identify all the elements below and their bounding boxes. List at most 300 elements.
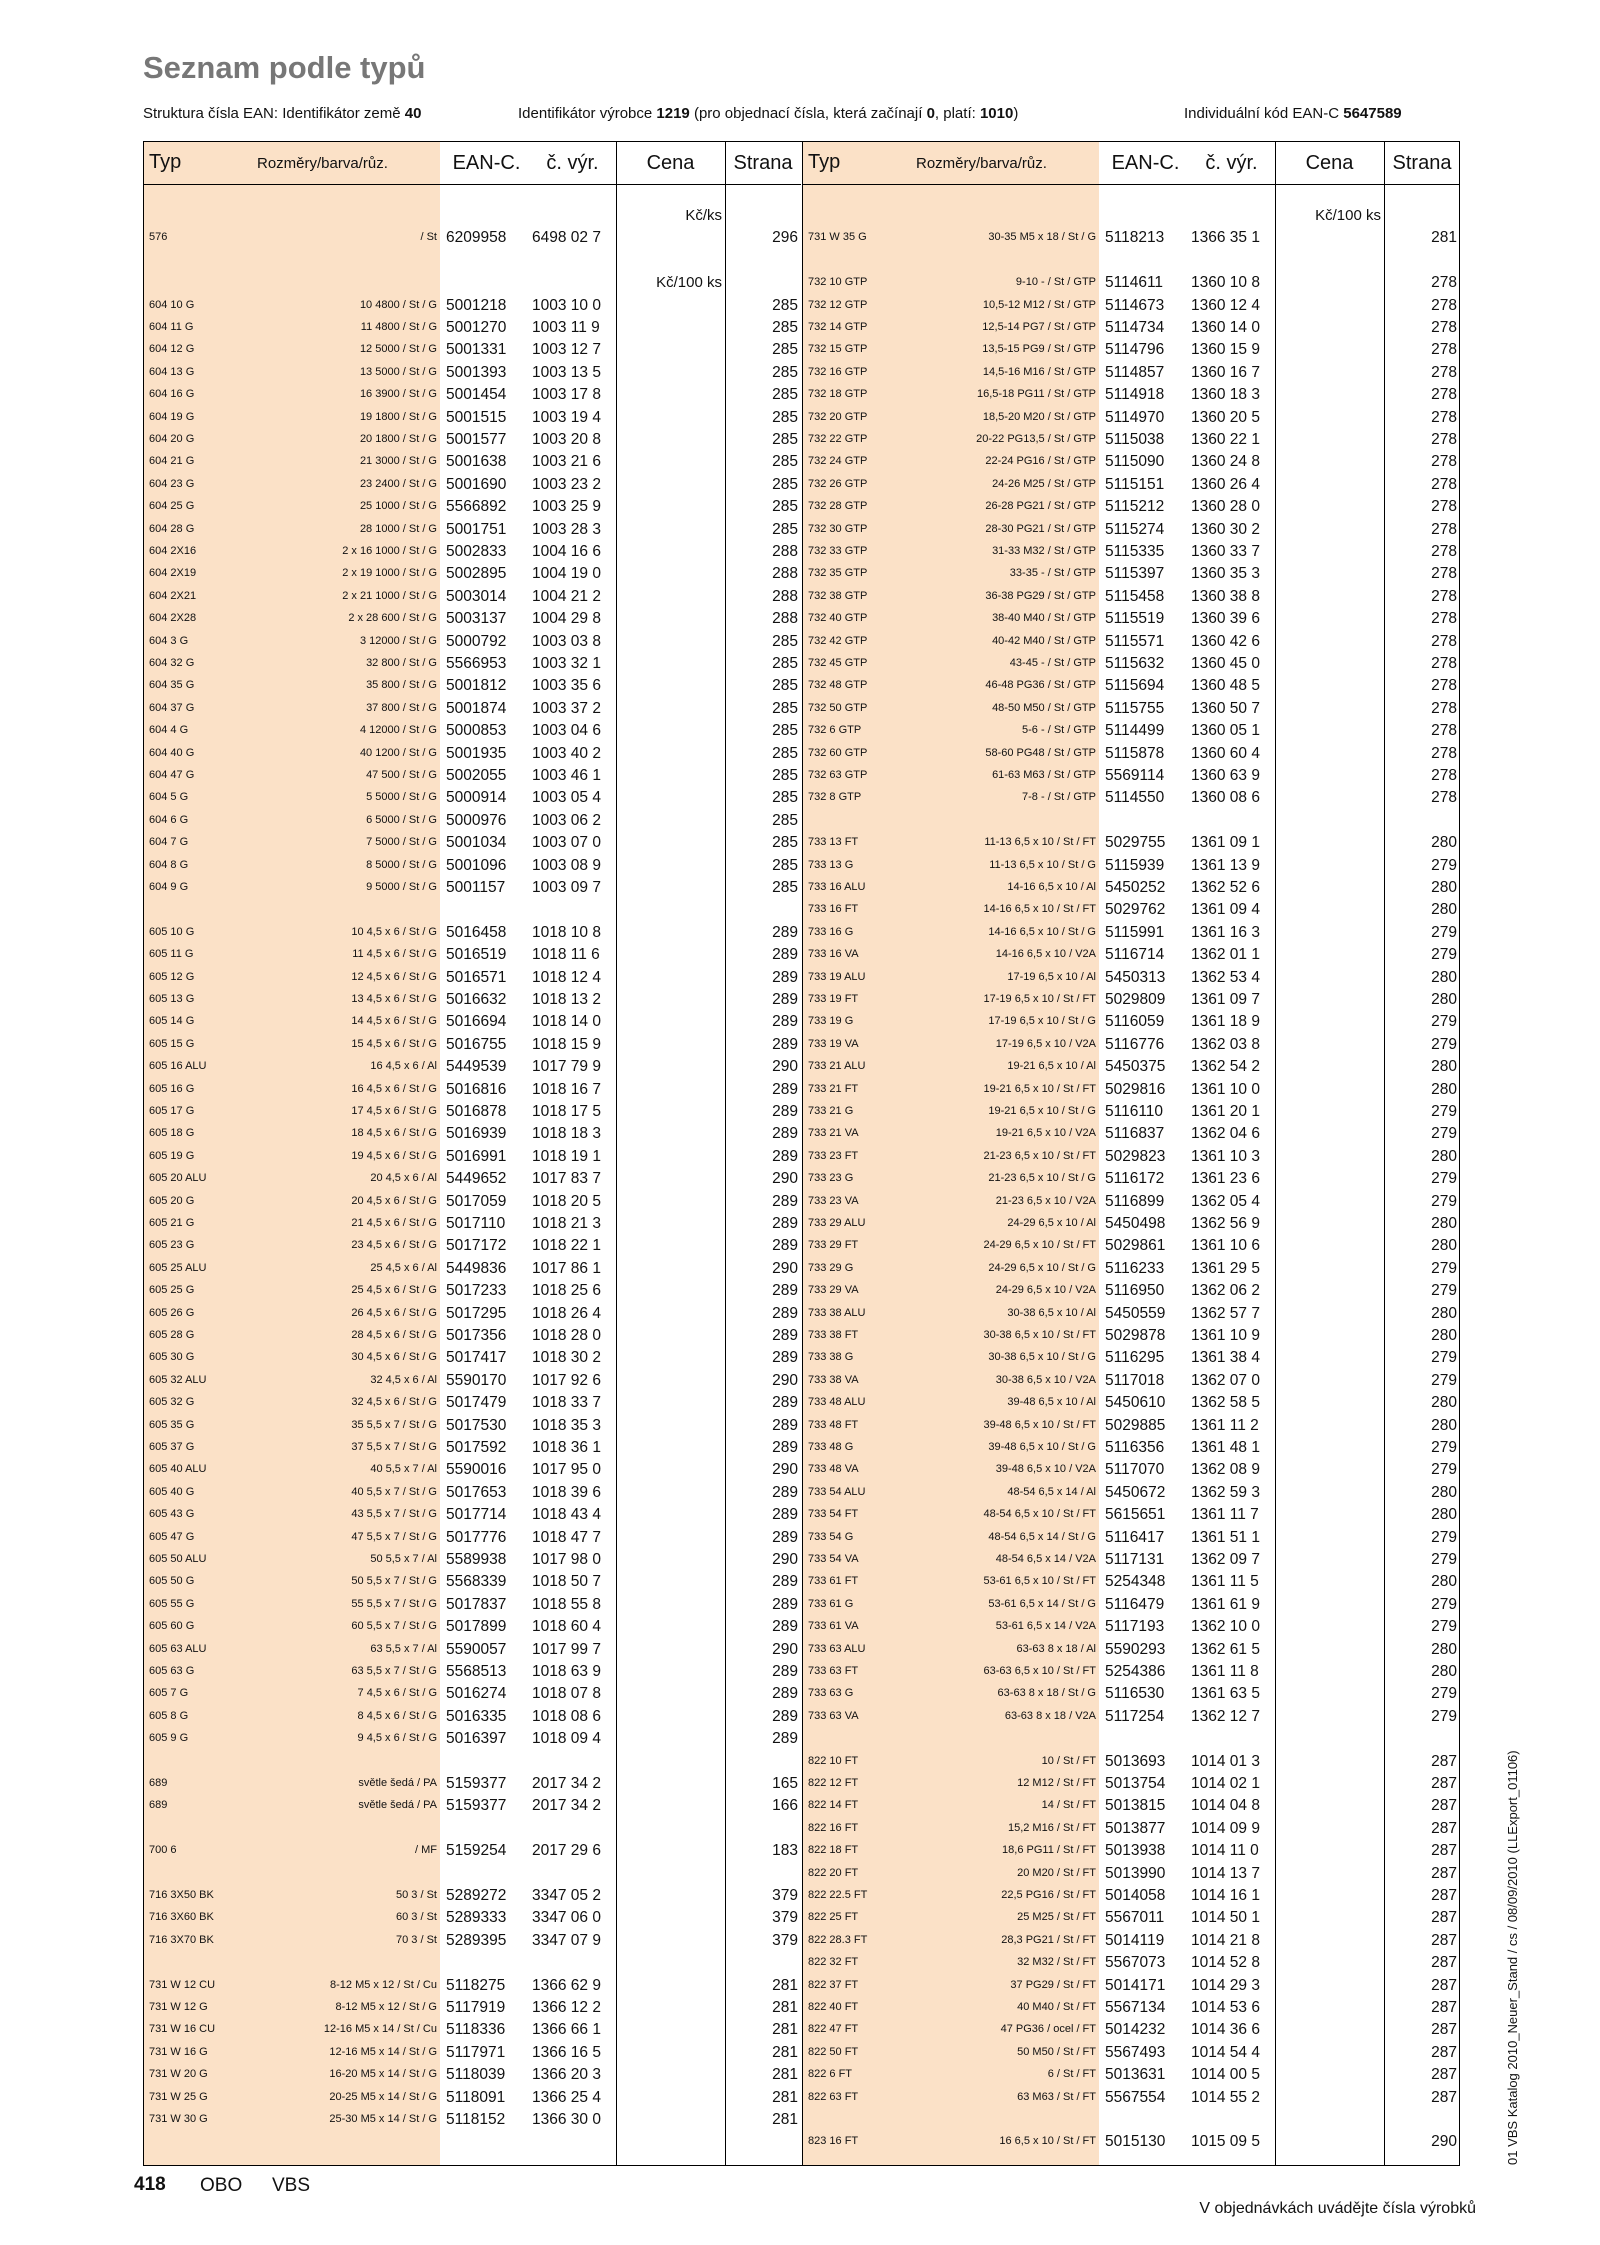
table-row — [144, 1234, 801, 1256]
cell-strana: 285 — [772, 632, 798, 650]
cell-ean: 5029809 — [1105, 991, 1166, 1008]
cell-ean: 5118275 — [446, 1976, 506, 1994]
cell-rozmery: 30-38 6,5 x 10 / V2A — [995, 1373, 1096, 1386]
table-row — [144, 1391, 801, 1413]
table-row — [803, 1996, 1460, 2018]
cell-cislo-vyrobku: 1361 11 8 — [1191, 1663, 1259, 1680]
cell-strana: 287 — [1431, 1954, 1457, 1972]
cell-ean: 5016694 — [446, 1013, 507, 1031]
cell-cislo-vyrobku: 1362 05 4 — [1191, 1192, 1260, 1210]
cell-strana: 287 — [1431, 2088, 1457, 2106]
cell-typ: 732 48 GTP — [808, 679, 868, 692]
cell-cislo-vyrobku: 1003 40 2 — [532, 744, 601, 762]
cell-cislo-vyrobku: 1360 05 1 — [1191, 722, 1260, 740]
cell-strana: 280 — [1431, 901, 1457, 919]
table-row — [144, 585, 801, 607]
cell-rozmery: 10 4,5 x 6 / St / G — [351, 925, 437, 938]
table-row — [803, 1839, 1460, 1861]
cell-ean: 5117070 — [1105, 1461, 1165, 1479]
table-row — [144, 2063, 801, 2085]
cell-ean: 5001638 — [446, 453, 507, 471]
cell-cislo-vyrobku: 1004 19 0 — [532, 565, 601, 583]
cell-strana: 279 — [1431, 1595, 1457, 1613]
header-rozmery: Rozměry/barva/růz. — [257, 155, 388, 172]
cell-strana: 280 — [1431, 1506, 1457, 1524]
cell-rozmery: 70 3 / St — [396, 1933, 437, 1946]
cell-typ: 604 11 G — [149, 321, 194, 333]
cell-strana: 289 — [772, 1013, 798, 1031]
table-row — [144, 1593, 801, 1615]
cell-ean: 5015130 — [1105, 2133, 1166, 2151]
cell-cislo-vyrobku: 1361 10 0 — [1191, 1080, 1260, 1098]
cell-rozmery: 28 4,5 x 6 / St / G — [351, 1329, 437, 1341]
cell-cislo-vyrobku: 1003 10 0 — [532, 296, 601, 314]
cell-strana: 289 — [772, 1416, 798, 1434]
cell-cislo-vyrobku: 1366 62 9 — [532, 1976, 601, 1994]
cell-typ: 604 5 G — [149, 791, 189, 804]
cell-ean: 5016939 — [446, 1125, 507, 1143]
cell-strana: 289 — [772, 1215, 798, 1232]
table-row — [803, 966, 1460, 988]
cell-ean: 5449539 — [446, 1058, 507, 1076]
cell-cislo-vyrobku: 1018 28 0 — [532, 1327, 601, 1344]
table-row — [803, 585, 1460, 607]
cell-ean: 5115519 — [1105, 610, 1165, 628]
cell-cislo-vyrobku: 1014 13 7 — [1191, 1864, 1260, 1882]
table-row — [803, 1078, 1460, 1100]
cell-rozmery: 19 4,5 x 6 / St / G — [351, 1149, 437, 1162]
table-row — [803, 1705, 1460, 1727]
table-row — [803, 786, 1460, 808]
cell-cislo-vyrobku: 1361 11 2 — [1191, 1416, 1259, 1434]
cell-cislo-vyrobku: 1361 09 7 — [1191, 991, 1260, 1008]
table-row — [803, 450, 1460, 472]
cell-typ: 732 22 GTP — [808, 433, 868, 445]
cell-rozmery: 33-35 - / St / GTP — [1009, 567, 1096, 580]
cell-ean: 5615651 — [1105, 1506, 1166, 1524]
cell-typ: 733 48 ALU — [808, 1396, 866, 1409]
cell-typ: 732 20 GTP — [808, 410, 868, 423]
table-row — [803, 518, 1460, 540]
cell-strana: 281 — [772, 1976, 798, 1994]
cell-strana: 278 — [1431, 543, 1457, 560]
cell-typ: 605 37 G — [149, 1441, 195, 1453]
cell-strana: 279 — [1431, 1528, 1457, 1546]
table-row — [144, 1772, 801, 1794]
cell-rozmery: 30-38 6,5 x 10 / St / FT — [983, 1329, 1096, 1341]
table-row — [144, 1974, 801, 1996]
cell-strana: 281 — [772, 2043, 798, 2061]
table-row — [144, 1033, 801, 1055]
cell-typ: 733 54 VA — [808, 1553, 859, 1565]
cell-strana: 290 — [772, 1371, 798, 1389]
table-row — [803, 1884, 1460, 1906]
cell-typ: 604 16 G — [149, 388, 195, 401]
table-row — [144, 697, 801, 719]
table-row — [803, 294, 1460, 316]
cell-cislo-vyrobku: 1018 12 4 — [532, 968, 601, 986]
individual-code-text: Individuální kód EAN-C 5647589 — [1184, 105, 1402, 122]
table-row — [144, 2086, 801, 2108]
cell-cislo-vyrobku: 1360 63 9 — [1191, 767, 1260, 784]
cell-ean: 5568513 — [446, 1663, 507, 1680]
cell-ean: 5590293 — [1105, 1640, 1166, 1658]
cell-rozmery: 40 5,5 x 7 / Al — [370, 1463, 437, 1476]
cell-typ: 822 28.3 FT — [808, 1933, 868, 1946]
table-row — [144, 1436, 801, 1458]
cell-ean: 5001157 — [446, 879, 506, 896]
table-row — [803, 1436, 1460, 1458]
cell-typ: 733 19 ALU — [808, 970, 866, 983]
cell-strana: 296 — [772, 229, 798, 247]
cell-typ: 733 16 G — [808, 925, 854, 938]
table-row — [144, 1548, 801, 1570]
cell-rozmery: 39-48 6,5 x 10 / V2A — [995, 1463, 1096, 1476]
cell-rozmery: 43 5,5 x 7 / St / G — [351, 1508, 437, 1521]
cell-typ: 731 W 25 G — [149, 2090, 208, 2103]
cell-ean: 5017837 — [446, 1595, 507, 1613]
table-row — [144, 1660, 801, 1682]
cell-rozmery: 47 500 / St / G — [366, 769, 437, 781]
cell-ean: 5115212 — [1105, 498, 1165, 516]
cell-rozmery: 14-16 6,5 x 10 / St / G — [988, 925, 1096, 938]
cell-ean: 5449652 — [446, 1170, 507, 1188]
cell-ean: 5029816 — [1105, 1080, 1166, 1098]
table-row — [803, 562, 1460, 584]
cell-ean: 5450313 — [1105, 968, 1166, 986]
cell-cislo-vyrobku: 1015 09 5 — [1191, 2133, 1260, 2151]
cell-typ: 822 20 FT — [808, 1866, 859, 1879]
cell-cislo-vyrobku: 1018 30 2 — [532, 1349, 601, 1367]
cell-strana: 285 — [772, 677, 798, 695]
cell-cislo-vyrobku: 2017 34 2 — [532, 1797, 601, 1815]
cell-rozmery: 17-19 6,5 x 10 / St / FT — [983, 993, 1096, 1005]
cell-rozmery: 5 5000 / St / G — [366, 791, 437, 804]
cell-strana: 289 — [772, 923, 798, 941]
cell-cislo-vyrobku: 1014 29 3 — [1191, 1976, 1260, 1994]
cell-ean: 5001690 — [446, 475, 507, 493]
table-row — [144, 226, 801, 248]
cell-strana: 289 — [772, 946, 798, 964]
cell-strana: 287 — [1431, 1999, 1457, 2016]
cell-typ: 604 21 G — [149, 455, 195, 468]
cell-typ: 605 12 G — [149, 970, 195, 983]
cell-ean: 5017479 — [446, 1394, 507, 1412]
cell-cislo-vyrobku: 1003 11 9 — [532, 319, 600, 336]
table-row — [803, 1974, 1460, 1996]
cell-rozmery: 36-38 PG29 / St / GTP — [985, 589, 1096, 602]
cell-strana: 279 — [1431, 1618, 1457, 1636]
table-row — [803, 1414, 1460, 1436]
table-row — [803, 2041, 1460, 2063]
cell-cislo-vyrobku: 1017 95 0 — [532, 1461, 601, 1479]
cell-typ: 605 60 G — [149, 1620, 195, 1633]
cell-typ: 604 25 G — [149, 500, 195, 513]
cell-cislo-vyrobku: 1018 15 9 — [532, 1035, 601, 1053]
table-row — [144, 1615, 801, 1637]
cell-ean: 5289395 — [446, 1931, 507, 1949]
cell-ean: 5001331 — [446, 341, 507, 359]
cell-ean: 5016816 — [446, 1080, 507, 1098]
cell-cislo-vyrobku: 1018 09 4 — [532, 1730, 601, 1748]
cell-strana: 287 — [1431, 2043, 1457, 2061]
cell-rozmery: 21 4,5 x 6 / St / G — [351, 1217, 437, 1229]
cell-cislo-vyrobku: 1018 13 2 — [532, 991, 601, 1008]
cell-ean: 5017653 — [446, 1483, 507, 1501]
cell-typ: 822 40 FT — [808, 2001, 859, 2013]
cell-cislo-vyrobku: 1360 45 0 — [1191, 655, 1260, 672]
cell-rozmery: 17-19 6,5 x 10 / Al — [1007, 970, 1096, 983]
table-row — [144, 1257, 801, 1279]
cell-cislo-vyrobku: 1003 06 2 — [532, 811, 601, 829]
cell-ean: 5115755 — [1105, 699, 1165, 717]
cell-cislo-vyrobku: 1014 52 8 — [1191, 1954, 1260, 1972]
cell-strana: 280 — [1431, 1663, 1457, 1680]
cell-typ: 605 63 ALU — [149, 1642, 207, 1655]
cell-ean: 5116837 — [1105, 1125, 1165, 1143]
table-row — [803, 540, 1460, 562]
cell-cislo-vyrobku: 1004 16 6 — [532, 543, 601, 560]
cell-rozmery: 21-23 6,5 x 10 / V2A — [995, 1194, 1096, 1207]
cell-typ: 605 26 G — [149, 1306, 195, 1319]
cell-typ: 605 30 G — [149, 1351, 195, 1364]
cell-strana: 278 — [1431, 363, 1457, 381]
table-row — [144, 1279, 801, 1301]
cell-rozmery: 61-63 M63 / St / GTP — [992, 769, 1096, 781]
cell-cislo-vyrobku: 1360 14 0 — [1191, 319, 1260, 336]
cell-cislo-vyrobku: 1003 32 1 — [532, 655, 601, 672]
cell-strana: 278 — [1431, 722, 1457, 740]
table-row — [803, 383, 1460, 405]
table-row — [803, 1167, 1460, 1189]
cell-strana: 285 — [772, 811, 798, 829]
table-row — [144, 450, 801, 472]
cell-strana: 279 — [1431, 1439, 1457, 1456]
table-row — [144, 1212, 801, 1234]
cell-ean: 5114918 — [1105, 386, 1165, 404]
table-row — [144, 876, 801, 898]
cell-rozmery: 16 4,5 x 6 / St / G — [351, 1082, 437, 1095]
table-row — [144, 1122, 801, 1144]
cell-rozmery: 22-24 PG16 / St / GTP — [985, 455, 1096, 468]
cell-rozmery: 24-29 6,5 x 10 / V2A — [995, 1284, 1096, 1297]
cell-rozmery: 16 3900 / St / G — [359, 388, 437, 401]
cell-strana: 281 — [772, 2066, 798, 2084]
cell-rozmery: 18 4,5 x 6 / St / G — [351, 1127, 437, 1140]
cell-typ: 604 28 G — [149, 522, 195, 535]
cell-rozmery: 12 4,5 x 6 / St / G — [351, 970, 437, 983]
cell-strana: 289 — [772, 1618, 798, 1636]
cell-strana: 289 — [772, 1080, 798, 1098]
cell-strana: 278 — [1431, 610, 1457, 628]
table-row — [144, 2041, 801, 2063]
brand-obo: OBO — [200, 2175, 243, 2196]
cell-typ: 604 23 G — [149, 477, 195, 490]
cell-typ: 733 21 ALU — [808, 1060, 866, 1073]
cell-typ: 731 W 16 CU — [149, 2023, 216, 2036]
cell-strana: 279 — [1431, 1551, 1457, 1568]
cell-typ: 733 61 VA — [808, 1620, 859, 1633]
cell-ean: 5001096 — [446, 856, 507, 874]
cell-typ: 733 38 G — [808, 1351, 854, 1364]
cell-typ: 733 29 VA — [808, 1284, 859, 1297]
table-row — [803, 1526, 1460, 1548]
cell-strana: 285 — [772, 363, 798, 381]
cell-strana: 285 — [772, 879, 798, 896]
table-row — [803, 1100, 1460, 1122]
cell-rozmery: 21-23 6,5 x 10 / St / G — [988, 1172, 1096, 1185]
cell-typ: 605 14 G — [149, 1015, 195, 1028]
cell-strana: 285 — [772, 296, 798, 314]
cell-typ: 733 21 G — [808, 1105, 854, 1117]
table-row — [144, 1526, 801, 1548]
cell-ean: 5029762 — [1105, 901, 1166, 919]
header-strana: Strana — [733, 152, 793, 174]
table-row — [803, 1929, 1460, 1951]
cell-rozmery: 16-20 M5 x 14 / St / G — [329, 2068, 437, 2081]
cell-typ: 732 24 GTP — [808, 455, 868, 468]
cell-ean: 5115335 — [1105, 543, 1165, 560]
cell-rozmery: 7 4,5 x 6 / St / G — [357, 1687, 437, 1700]
table-row — [803, 1346, 1460, 1368]
cell-strana: 285 — [772, 655, 798, 672]
cell-ean: 5002895 — [446, 565, 507, 583]
cell-typ: 733 54 ALU — [808, 1485, 866, 1498]
cell-rozmery: 16 4,5 x 6 / Al — [370, 1060, 437, 1073]
cell-ean: 5029885 — [1105, 1416, 1166, 1434]
cell-rozmery: 25 4,5 x 6 / Al — [370, 1261, 437, 1274]
cell-ean: 5117131 — [1105, 1551, 1165, 1568]
cell-rozmery: 50 5,5 x 7 / Al — [370, 1553, 437, 1565]
cell-strana: 279 — [1431, 1170, 1457, 1188]
cell-rozmery: 6 5000 / St / G — [366, 813, 437, 826]
cell-rozmery: 48-50 M50 / St / GTP — [992, 701, 1096, 714]
cell-typ: 822 18 FT — [808, 1844, 859, 1857]
cell-rozmery: 20-25 M5 x 14 / St / G — [329, 2090, 437, 2103]
cell-cislo-vyrobku: 1360 24 8 — [1191, 453, 1260, 471]
cell-cislo-vyrobku: 6498 02 7 — [532, 229, 601, 247]
cell-rozmery: 19 1800 / St / G — [359, 410, 437, 423]
table-row — [144, 518, 801, 540]
cell-typ: 731 W 30 G — [149, 2113, 208, 2125]
cell-rozmery: 16,5-18 PG11 / St / GTP — [976, 388, 1096, 401]
cell-cislo-vyrobku: 1018 35 3 — [532, 1416, 601, 1434]
manufacturer-id-text: Identifikátor výrobce 1219 (pro objednací čísla, která začínají 0, platí: 1010) — [518, 105, 1019, 122]
cell-rozmery: 11-13 6,5 x 10 / St / G — [989, 858, 1096, 871]
cell-cislo-vyrobku: 1361 10 9 — [1191, 1327, 1260, 1344]
cell-ean: 5118039 — [446, 2066, 506, 2084]
cell-ean: 5116356 — [1105, 1439, 1165, 1456]
cell-rozmery: 39-48 6,5 x 10 / St / FT — [983, 1418, 1096, 1431]
cell-strana: 281 — [772, 2111, 798, 2128]
cell-cislo-vyrobku: 1362 03 8 — [1191, 1035, 1260, 1053]
cell-typ: 733 16 ALU — [808, 881, 866, 893]
cell-typ: 732 28 GTP — [808, 500, 868, 513]
cell-strana: 287 — [1431, 1752, 1457, 1770]
table-row — [144, 1929, 801, 1951]
table-row — [803, 1772, 1460, 1794]
table-row — [803, 2018, 1460, 2040]
cell-typ: 732 60 GTP — [808, 746, 868, 759]
cell-cislo-vyrobku: 1014 21 8 — [1191, 1931, 1260, 1949]
cell-typ: 605 16 ALU — [149, 1060, 207, 1073]
cell-strana: 287 — [1431, 1842, 1457, 1860]
cell-typ: 733 61 G — [808, 1597, 854, 1610]
cell-typ: 733 23 G — [808, 1172, 854, 1185]
table-row — [803, 1033, 1460, 1055]
cell-rozmery: 23 2400 / St / G — [359, 477, 437, 490]
table-row — [144, 428, 801, 450]
cell-strana: 379 — [772, 1931, 798, 1949]
cell-rozmery: 19-21 6,5 x 10 / Al — [1007, 1060, 1096, 1073]
cell-typ: 822 16 FT — [808, 1821, 859, 1834]
cell-cislo-vyrobku: 1014 50 1 — [1191, 1909, 1260, 1927]
table-row — [803, 607, 1460, 629]
table-row — [144, 495, 801, 517]
table-row — [144, 1055, 801, 1077]
cell-strana: 279 — [1431, 1371, 1457, 1389]
table-row — [803, 1548, 1460, 1570]
table-row — [144, 338, 801, 360]
cell-ean: 5115571 — [1105, 632, 1165, 650]
cell-ean: 5013938 — [1105, 1842, 1166, 1860]
cell-strana: 280 — [1431, 1237, 1457, 1255]
cell-typ: 732 16 GTP — [808, 365, 868, 378]
cell-strana: 278 — [1431, 655, 1457, 672]
cell-cislo-vyrobku: 1014 54 4 — [1191, 2043, 1260, 2061]
cell-typ: 604 9 G — [149, 881, 189, 893]
cell-strana: 289 — [772, 1595, 798, 1613]
cell-cislo-vyrobku: 1360 10 8 — [1191, 274, 1260, 292]
cell-strana: 280 — [1431, 1058, 1457, 1076]
cell-cislo-vyrobku: 1360 22 1 — [1191, 431, 1260, 448]
table-row — [803, 1862, 1460, 1884]
cell-ean: 5114734 — [1105, 319, 1165, 336]
cell-strana: 279 — [1431, 856, 1457, 874]
cell-ean: 5115878 — [1105, 744, 1165, 762]
cell-typ: 604 35 G — [149, 679, 195, 692]
cell-ean: 5118091 — [446, 2088, 506, 2106]
cell-typ: 605 28 G — [149, 1329, 195, 1341]
header-rozmery: Rozměry/barva/růz. — [916, 155, 1047, 172]
cell-cislo-vyrobku: 1360 42 6 — [1191, 632, 1260, 650]
cell-rozmery: 43-45 - / St / GTP — [1009, 657, 1096, 669]
cell-ean: 5116059 — [1105, 1013, 1165, 1031]
cell-cislo-vyrobku: 1003 09 7 — [532, 879, 601, 896]
cell-strana: 285 — [772, 856, 798, 874]
cell-ean: 5567493 — [1105, 2043, 1166, 2061]
cell-ean: 5016991 — [446, 1147, 507, 1165]
cell-ean: 5013631 — [1105, 2066, 1166, 2084]
cell-ean: 5016519 — [446, 946, 507, 964]
cell-ean: 5029878 — [1105, 1327, 1166, 1344]
table-row — [144, 674, 801, 696]
cell-cislo-vyrobku: 1003 03 8 — [532, 632, 601, 650]
cell-rozmery: 28 1000 / St / G — [359, 522, 437, 535]
cell-strana: 379 — [772, 1887, 798, 1904]
cell-rozmery: 63-63 8 x 18 / Al — [1016, 1642, 1096, 1655]
cell-rozmery: 24-26 M25 / St / GTP — [992, 477, 1096, 490]
cell-typ: 605 32 G — [149, 1396, 195, 1409]
cell-typ: 822 25 FT — [808, 1911, 859, 1924]
table-row — [803, 1458, 1460, 1480]
cell-cislo-vyrobku: 1003 05 4 — [532, 789, 601, 807]
cell-ean: 5115151 — [1105, 475, 1165, 493]
cell-cislo-vyrobku: 1003 04 6 — [532, 722, 601, 740]
cell-typ: 605 55 G — [149, 1597, 195, 1610]
cell-rozmery: 24-29 6,5 x 10 / St / FT — [983, 1239, 1096, 1252]
table-row — [803, 271, 1460, 293]
